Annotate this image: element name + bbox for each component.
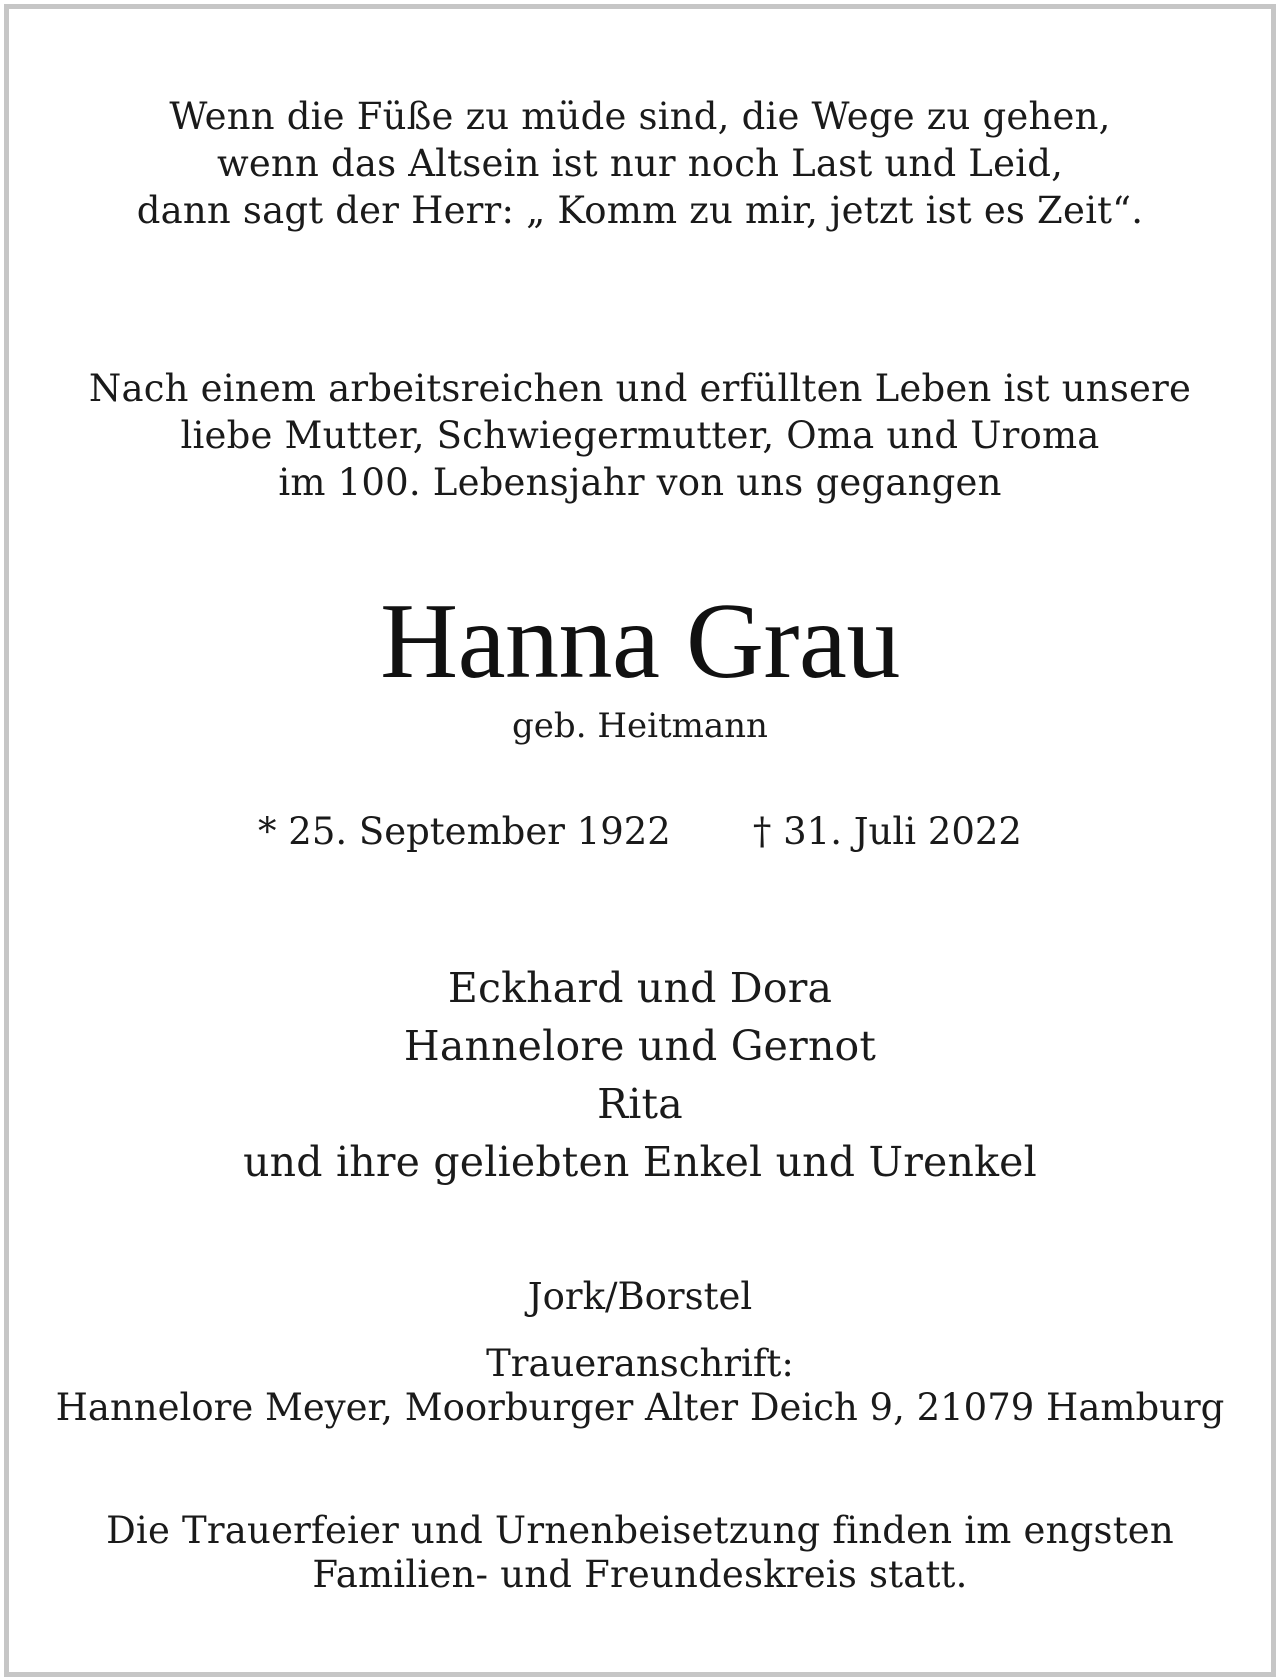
family-line: und ihre geliebten Enkel und Urenkel [243, 1138, 1037, 1186]
address-label: Traueranschrift: [486, 1342, 794, 1385]
intro-line: im 100. Lebensjahr von uns gegangen [278, 461, 1002, 504]
ceremony-line: Familien- und Freundeskreis statt. [312, 1553, 968, 1596]
ceremony-line: Die Trauerfeier und Urnenbeisetzung finden im engsten [106, 1509, 1174, 1552]
family-members [9, 959, 1271, 1191]
obituary-notice [4, 4, 1276, 1677]
mourning-address [9, 1342, 1271, 1430]
poem-line: wenn das Altsein ist nur noch Last und Leid, [216, 142, 1064, 185]
life-dates [9, 809, 1271, 855]
birth-date: * 25. September 1922 [258, 810, 671, 853]
family-line: Eckhard und Dora [447, 964, 833, 1012]
intro-text [9, 365, 1271, 506]
deceased-name: Hanna Grau [380, 582, 900, 701]
address-text: Hannelore Meyer, Moorburger Alter Deich 9, 21079 Hamburg [55, 1386, 1225, 1429]
maiden-name: geb. Heitmann [512, 706, 768, 746]
intro-line: Nach einem arbeitsreichen und erfüllten Leben ist unsere [88, 367, 1192, 410]
poem-line: Wenn die Füße zu müde sind, die Wege zu gehen, [169, 95, 1111, 138]
family-line: Hannelore und Gernot [403, 1022, 877, 1070]
death-date: † 31. Juli 2022 [752, 810, 1022, 853]
poem-line: dann sagt der Herr: „ Komm zu mir, jetzt ist es Zeit“. [136, 189, 1144, 232]
poem-verse [9, 93, 1271, 234]
ceremony-note [9, 1509, 1271, 1597]
intro-line: liebe Mutter, Schwiegermutter, Oma und Uroma [180, 414, 1100, 457]
place-name: Jork/Borstel [527, 1275, 753, 1318]
family-line: Rita [597, 1080, 683, 1128]
